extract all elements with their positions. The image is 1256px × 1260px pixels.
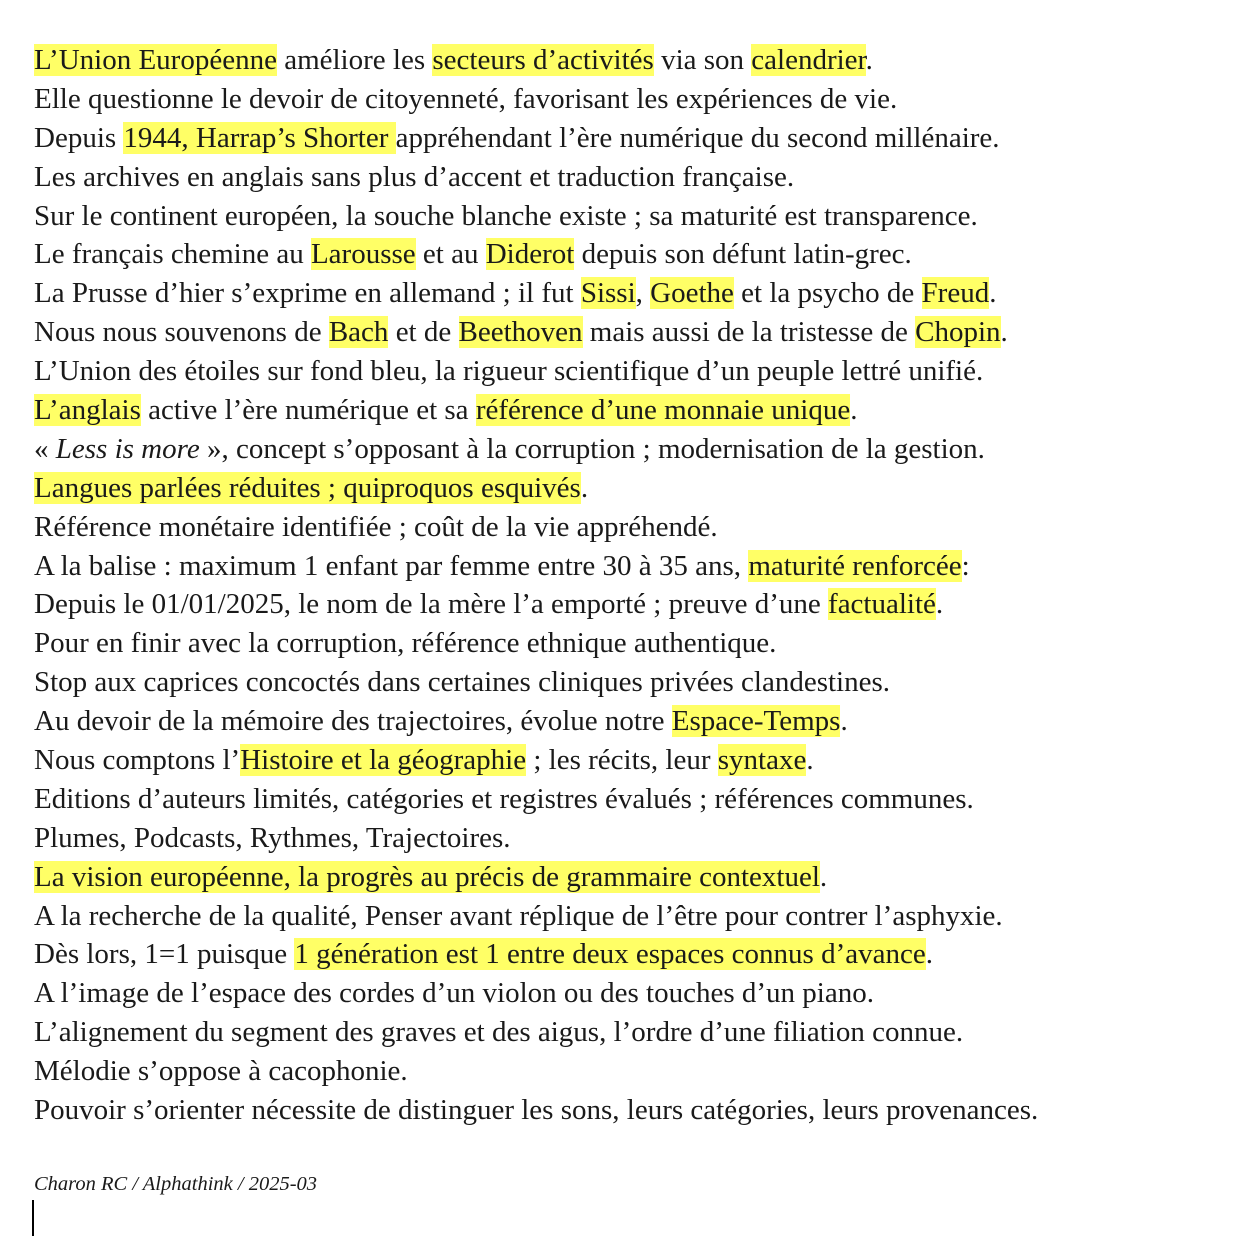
text-segment: Stop aux caprices concoctés dans certaines cliniques privées clandestines.: [34, 666, 890, 699]
italic-text: Less is more: [55, 432, 200, 465]
text-line: [34, 508, 1234, 547]
text-line: [34, 935, 1234, 974]
text-segment: Référence monétaire identifiée ; coût de la vie appréhendé.: [34, 510, 718, 543]
text-segment: Elle questionne le devoir de citoyenneté, favorisant les expériences de vie.: [34, 82, 898, 115]
text-segment: Pour en finir avec la corruption, référence ethnique authentique.: [34, 627, 777, 660]
text-segment: Sur le continent européen, la souche blanche existe ; sa maturité est transparence.: [34, 199, 978, 232]
text-line: [34, 313, 1234, 352]
text-segment: et au: [415, 238, 486, 271]
document-body: [34, 41, 1234, 1130]
text-segment: .: [819, 860, 828, 893]
text-line: [34, 819, 1234, 858]
highlighted-text: L’anglais: [34, 394, 141, 427]
text-segment: :: [961, 549, 970, 582]
text-line: [34, 624, 1234, 663]
text-line: [34, 352, 1234, 391]
highlighted-text: L’Union Européenne: [34, 44, 277, 76]
highlighted-text: Goethe: [650, 277, 734, 310]
text-line: [34, 585, 1234, 624]
text-segment: La Prusse d’hier s’exprime en allemand ; il fut: [34, 277, 581, 310]
text-line: [34, 974, 1234, 1013]
highlighted-text: factualité: [828, 588, 936, 621]
text-line: [34, 274, 1234, 313]
text-line: [34, 41, 1234, 80]
text-segment: », concept s’opposant à la corruption ; modernisation de la gestion.: [199, 432, 985, 465]
text-segment: appréhendant l’ère numérique du second millénaire.: [395, 121, 1000, 154]
text-line: [34, 80, 1234, 119]
text-line: [34, 702, 1234, 741]
text-line: [34, 197, 1234, 236]
text-segment: mais aussi de la tristesse de: [582, 316, 916, 349]
text-line: [34, 430, 1234, 469]
text-segment: Les archives en anglais sans plus d’accent et traduction française.: [34, 160, 795, 193]
text-line: [34, 158, 1234, 197]
text-segment: .: [1000, 316, 1008, 349]
highlighted-text: Espace-Temps: [671, 705, 841, 738]
highlighted-text: Langues parlées réduites ; quiproquos esquivés: [34, 471, 581, 504]
highlighted-text: La vision européenne, la progrès au précis de grammaire contextuel: [34, 860, 820, 893]
highlighted-text: Beethoven: [458, 316, 583, 349]
text-segment: et de: [388, 316, 459, 349]
text-segment: Plumes, Podcasts, Rythmes, Trajectoires.: [34, 821, 511, 854]
text-segment: et la psycho de: [733, 277, 922, 310]
text-segment: A la balise : maximum 1 enfant par femme entre 30 à 35 ans,: [34, 549, 749, 582]
highlighted-text: Sissi: [580, 277, 636, 310]
text-line: [34, 391, 1234, 430]
highlighted-text: Histoire et la géographie: [240, 744, 527, 777]
text-segment: Pouvoir s’orienter nécessite de distinguer les sons, leurs catégories, leurs provenances.: [34, 1094, 1039, 1127]
text-segment: L’alignement du segment des graves et des aigus, l’ordre d’une filiation connue.: [34, 1016, 964, 1049]
text-segment: L’Union des étoiles sur fond bleu, la rigueur scientifique d’un peuple lettré unifié.: [34, 355, 984, 388]
text-segment: Editions d’auteurs limités, catégories et registres évalués ; références communes.: [34, 782, 974, 815]
text-segment: .: [935, 588, 944, 621]
text-segment: ; les récits, leur: [526, 744, 718, 777]
text-segment: Depuis le 01/01/2025, le nom de la mère l’a emporté ; preuve d’une: [34, 588, 829, 621]
text-segment: active l’ère numérique et sa: [140, 394, 476, 427]
text-segment: .: [925, 938, 933, 971]
text-segment: .: [806, 744, 814, 777]
text-line: [34, 1091, 1234, 1130]
highlighted-text: Bach: [328, 316, 389, 349]
text-segment: .: [989, 277, 997, 310]
text-line: [34, 1013, 1234, 1052]
highlighted-text: Larousse: [310, 238, 416, 271]
text-line: [34, 1052, 1234, 1091]
signature-line: Charon RC / Alphathink / 2025-03: [34, 1173, 318, 1195]
text-line: [34, 897, 1234, 936]
text-segment: Mélodie s’oppose à cacophonie.: [34, 1055, 408, 1088]
text-line: [34, 663, 1234, 702]
highlighted-text: syntaxe: [717, 744, 807, 777]
text-line: [34, 235, 1234, 274]
highlighted-text: calendrier: [751, 44, 866, 76]
text-line: [34, 741, 1234, 780]
text-line: [34, 780, 1234, 819]
text-segment: .: [580, 471, 589, 504]
text-segment: Le français chemine au: [34, 238, 311, 271]
highlighted-text: secteurs d’activités: [432, 44, 654, 76]
text-segment: Dès lors, 1=1 puisque: [34, 938, 295, 971]
text-segment: A la recherche de la qualité, Penser avant réplique de l’être pour contrer l’asphyxie.: [34, 899, 1003, 932]
text-segment: Nous comptons l’: [34, 744, 241, 777]
text-segment: .: [840, 705, 848, 738]
text-segment: .: [850, 394, 858, 427]
highlighted-text: Chopin: [915, 316, 1001, 349]
text-segment: .: [865, 44, 873, 76]
text-segment: depuis son défunt latin-grec.: [574, 238, 912, 271]
highlighted-text: 1 génération est 1 entre deux espaces connus d’avance: [294, 938, 926, 971]
text-line: [34, 469, 1234, 508]
text-line: [34, 119, 1234, 158]
text-segment: «: [34, 432, 56, 465]
text-segment: Nous nous souvenons de: [34, 316, 329, 349]
text-segment: via son: [653, 44, 752, 76]
text-segment: ,: [635, 277, 651, 310]
text-segment: améliore les: [276, 44, 433, 76]
text-line: [34, 547, 1234, 586]
highlighted-text: maturité renforcée: [748, 549, 962, 582]
text-segment: Depuis: [34, 121, 124, 154]
highlighted-text: 1944, Harrap’s Shorter: [123, 121, 396, 154]
text-cursor[interactable]: [32, 1200, 34, 1236]
highlighted-text: Freud: [921, 277, 990, 310]
text-segment: Au devoir de la mémoire des trajectoires, évolue notre: [34, 705, 672, 738]
highlighted-text: référence d’une monnaie unique: [475, 394, 851, 427]
text-segment: A l’image de l’espace des cordes d’un violon ou des touches d’un piano.: [34, 977, 874, 1010]
text-line: [34, 858, 1234, 897]
highlighted-text: Diderot: [485, 238, 575, 271]
